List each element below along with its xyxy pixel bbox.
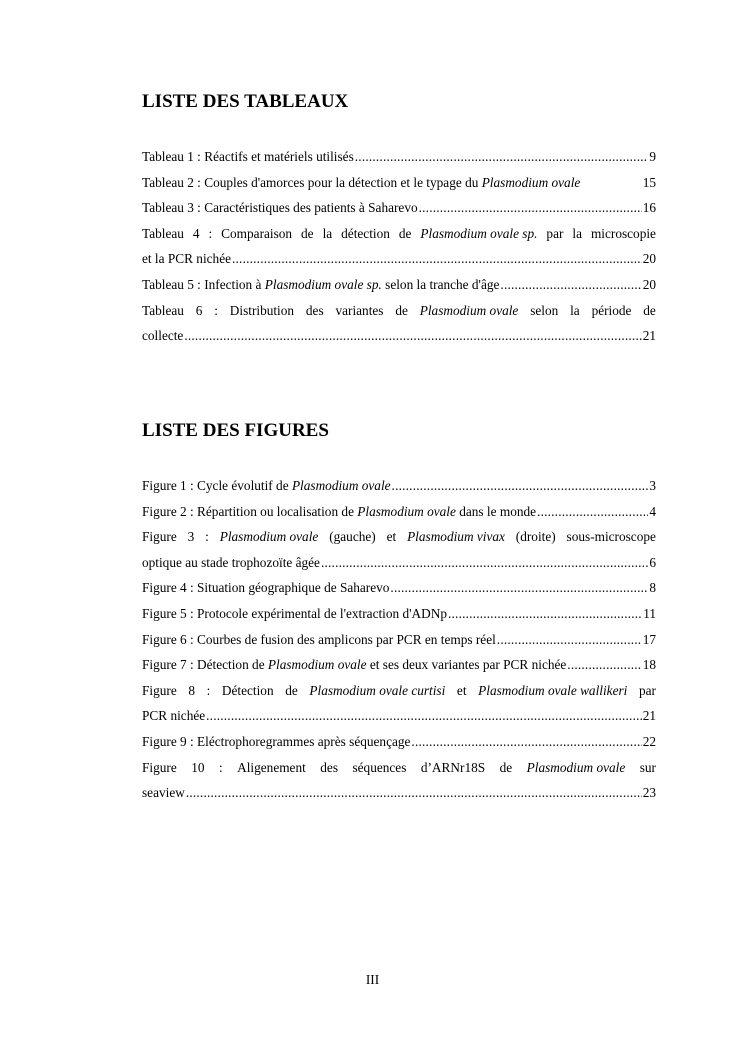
dot-leader [419, 195, 642, 221]
entry-title: Tableau 2 : Couples d'amorces pour la détection et le typage du Plasmodium ovale [142, 174, 581, 190]
entry-title: Figure 2 : Répartition ou localisation de Plasmodium ovale dans le monde [142, 503, 537, 519]
dot-leader [500, 272, 641, 298]
page-number: 11 [643, 605, 656, 621]
dot-leader [186, 780, 642, 806]
toc-entry-line[interactable]: Figure 8 : Détection de Plasmodium ovale curtisi et Plasmodium ovale wallikeri par [142, 682, 656, 698]
toc-entry-line[interactable] [142, 246, 656, 272]
list-of-tables [142, 144, 656, 349]
page-number: 4 [649, 503, 656, 519]
toc-entry[interactable] [142, 170, 656, 196]
dot-leader [497, 627, 642, 653]
dot-leader [392, 473, 649, 499]
dot-leader [321, 550, 648, 576]
dot-leader [390, 575, 648, 601]
page-number: 21 [642, 708, 656, 724]
toc-entry-line[interactable]: Tableau 6 : Distribution des variantes de Plasmodium ovale selon la période de [142, 302, 656, 318]
page-number: 23 [642, 785, 656, 801]
entry-title: Figure 6 : Courbes de fusion des amplicons par PCR en temps réel [142, 631, 496, 647]
toc-entry[interactable] [142, 272, 656, 298]
dot-leader [448, 601, 642, 627]
list-of-tables-heading: LISTE DES TABLEAUX [142, 91, 349, 112]
page-number: 21 [642, 328, 656, 344]
page-number: 18 [642, 657, 656, 673]
list-of-figures-heading: LISTE DES FIGURES [142, 420, 329, 441]
page-number: 22 [642, 733, 656, 749]
entry-title: Figure 5 : Protocole expérimental de l'extraction d'ADNp [142, 605, 447, 621]
entry-title: Figure 7 : Détection de Plasmodium ovale et ses deux variantes par PCR nichée [142, 657, 567, 673]
entry-title: optique au stade trophozoïte âgée [142, 554, 320, 570]
page-number: 9 [649, 149, 656, 164]
toc-entry[interactable] [142, 652, 656, 678]
page-number: 15 [642, 174, 656, 190]
toc-entry-line[interactable] [142, 550, 656, 576]
entry-title: seaview [142, 785, 185, 801]
dot-leader [184, 323, 641, 349]
toc-entry[interactable] [142, 499, 656, 525]
page-number: 6 [649, 554, 656, 570]
entry-title: Tableau 5 : Infection à Plasmodium ovale sp. selon la tranche d'âge [142, 276, 500, 292]
page-number: 16 [642, 200, 656, 216]
toc-entry-line[interactable]: Figure 3 : Plasmodium ovale (gauche) et Plasmodium vivax (droite) sous-microscope [142, 529, 656, 545]
dot-leader [567, 652, 641, 678]
page-number: 17 [642, 631, 656, 647]
dot-leader [537, 499, 648, 525]
dot-leader [206, 703, 642, 729]
entry-title: Tableau 1 : Réactifs et matériels utilisés [142, 149, 354, 164]
entry-title: Figure 9 : Eléctrophoregrammes après séquençage [142, 733, 411, 749]
entry-title: Tableau 3 : Caractéristiques des patients à Saharevo [142, 200, 418, 216]
toc-entry-line[interactable] [142, 780, 656, 806]
toc-entry[interactable] [142, 729, 656, 755]
entry-title: et la PCR nichée [142, 251, 231, 267]
toc-entry-line[interactable] [142, 323, 656, 349]
entry-title: Figure 1 : Cycle évolutif de Plasmodium ovale [142, 478, 391, 493]
entry-title: Figure 4 : Situation géographique de Saharevo [142, 580, 390, 596]
dot-leader [411, 729, 641, 755]
toc-entry[interactable] [142, 473, 656, 499]
toc-entry-line[interactable]: Tableau 4 : Comparaison de la détection de Plasmodium ovale sp. par la microscopie [142, 225, 656, 241]
dot-leader [232, 246, 642, 272]
toc-entry[interactable] [142, 144, 656, 170]
toc-entry-line[interactable] [142, 703, 656, 729]
toc-entry-line[interactable]: Figure 10 : Aligenement des séquences d’ARNr18S de Plasmodium ovale sur [142, 759, 656, 775]
entry-title: collecte [142, 328, 184, 344]
toc-entry[interactable] [142, 195, 656, 221]
toc-entry[interactable] [142, 627, 656, 653]
entry-title: PCR nichée [142, 708, 206, 724]
toc-entry[interactable] [142, 601, 656, 627]
page-number: 20 [642, 251, 656, 267]
page-number: 8 [649, 580, 656, 596]
page-number: 20 [642, 276, 656, 292]
list-of-figures [142, 473, 656, 806]
dot-leader [355, 144, 649, 170]
toc-entry[interactable] [142, 575, 656, 601]
page-number: 3 [649, 478, 656, 493]
page-footer-number: III [365, 972, 380, 987]
